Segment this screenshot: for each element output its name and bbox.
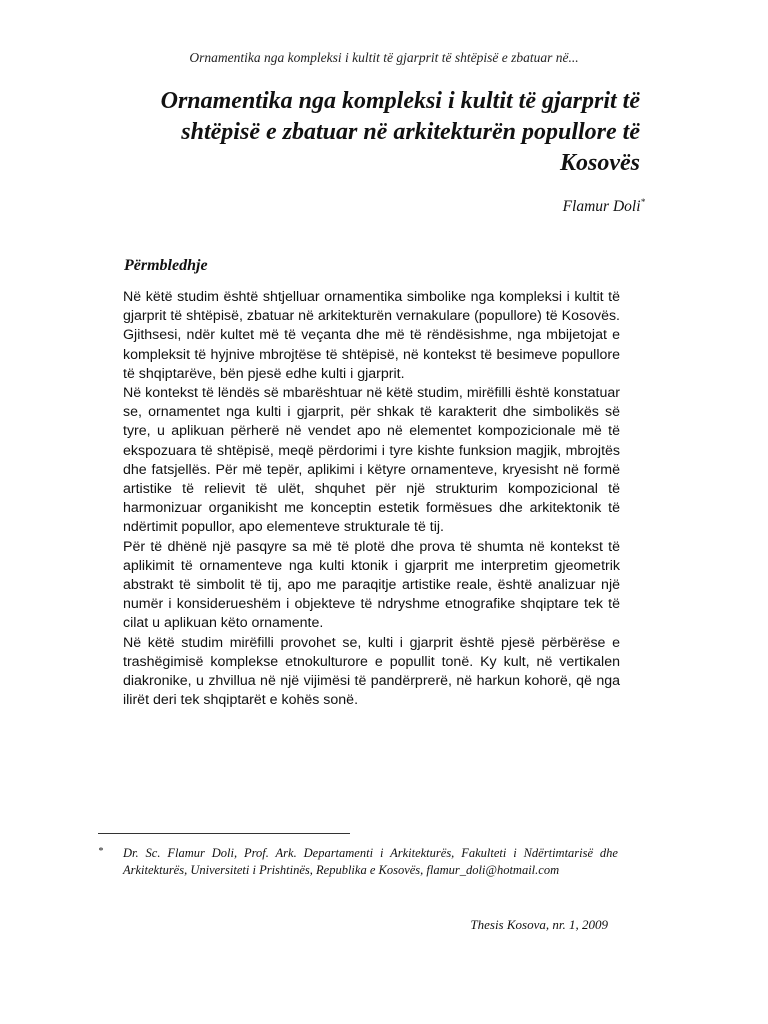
abstract-paragraph-3: Për të dhënë një pasqyre sa më të plotë dhe prova të shumta në kontekst të aplikimit të ornamenteve nga kulti ktonik i gjarprit me interpretim gjeometrik abstrakt të simbolit të tij, apo me paraqitje artistike reale, është analizuar një numër i konsiderueshëm i objekteve të ndryshme etnografike shqiptare tek të cilat u aplikuan këto ornamente. [123,538,620,632]
abstract-heading: Përmbledhje [124,257,208,274]
running-header: Ornamentika nga kompleksi i kultit të gjarprit të shtëpisë e zbatuar në... [189,50,579,65]
footnote-mark: * [98,846,103,857]
paper-title: Ornamentika nga kompleksi i kultit të gjarprit të shtëpisë e zbatuar në arkitekturën popullore të Kosovës [160,88,640,176]
author-line [563,197,645,216]
abstract-paragraph-4: Në këtë studim mirëfilli provohet se, kulti i gjarprit është pjesë përbërëse e trashëgimisë komplekse etnokulturore e popullit tonë. Ky kult, në vertikalen diakronike, u zhvillua në një vijimësi të pandërprerë, në harkun kohorë, që nga ilirët deri tek shqiptarët e kohës sonë. [123,634,620,709]
footnote-divider [98,833,350,834]
journal-footer: Thesis Kosova, nr. 1, 2009 [470,917,608,932]
abstract-paragraph-2: Në kontekst të lëndës së mbarështuar në këtë studim, mirëfilli është konstatuar se, ornamentet nga kulti i gjarprit, për shkak të karakterit dhe simbolikës së tyre, u aplikuan përherë në vendet apo në elementet kompozicionale më të ekspozuara të shtëpisë, meqë përdorimi i tyre kishte funksion magjik, mbrojtës dhe fatsjellës. Për më tepër, aplikimi i këtyre ornamenteve, kryesisht në formë artistike të relievit të ulët, shquhet për një strukturim kompozicional të harmonizuar organikisht me konceptin estetik formësues dhe arkitektonik të ndërtimit popullor, apo elementeve strukturale të tij. [123,385,620,536]
author-name: Flamur Doli [562,198,641,216]
abstract-paragraph-1: Në këtë studim është shtjelluar ornamentika simbolike nga kompleksi i kultit të gjarprit të shtëpisë, zbatuar në arkitekturën vernakulare (popullore) të Kosovës. Gjithsesi, ndër kultet më të veçanta dhe më të rëndësishme, nga mbijetojat e kompleksit të hyjnive mbrojtëse të shtëpisë, në kontekst të besimeve popullore të shqiptarëve, bën pjesë edhe kulti i gjarprit. [123,289,620,382]
footnote-text: Dr. Sc. Flamur Doli, Prof. Ark. Departamenti i Arkitekturës, Fakulteti i Ndërtimtarisë dhe Arkitekturës, Universiteti i Prishtinës, Republika e Kosovës, flamur_doli@hotmail.com [123,846,618,877]
footnote [98,845,618,879]
abstract-body [123,288,620,710]
author-footnote-mark: * [640,197,645,207]
